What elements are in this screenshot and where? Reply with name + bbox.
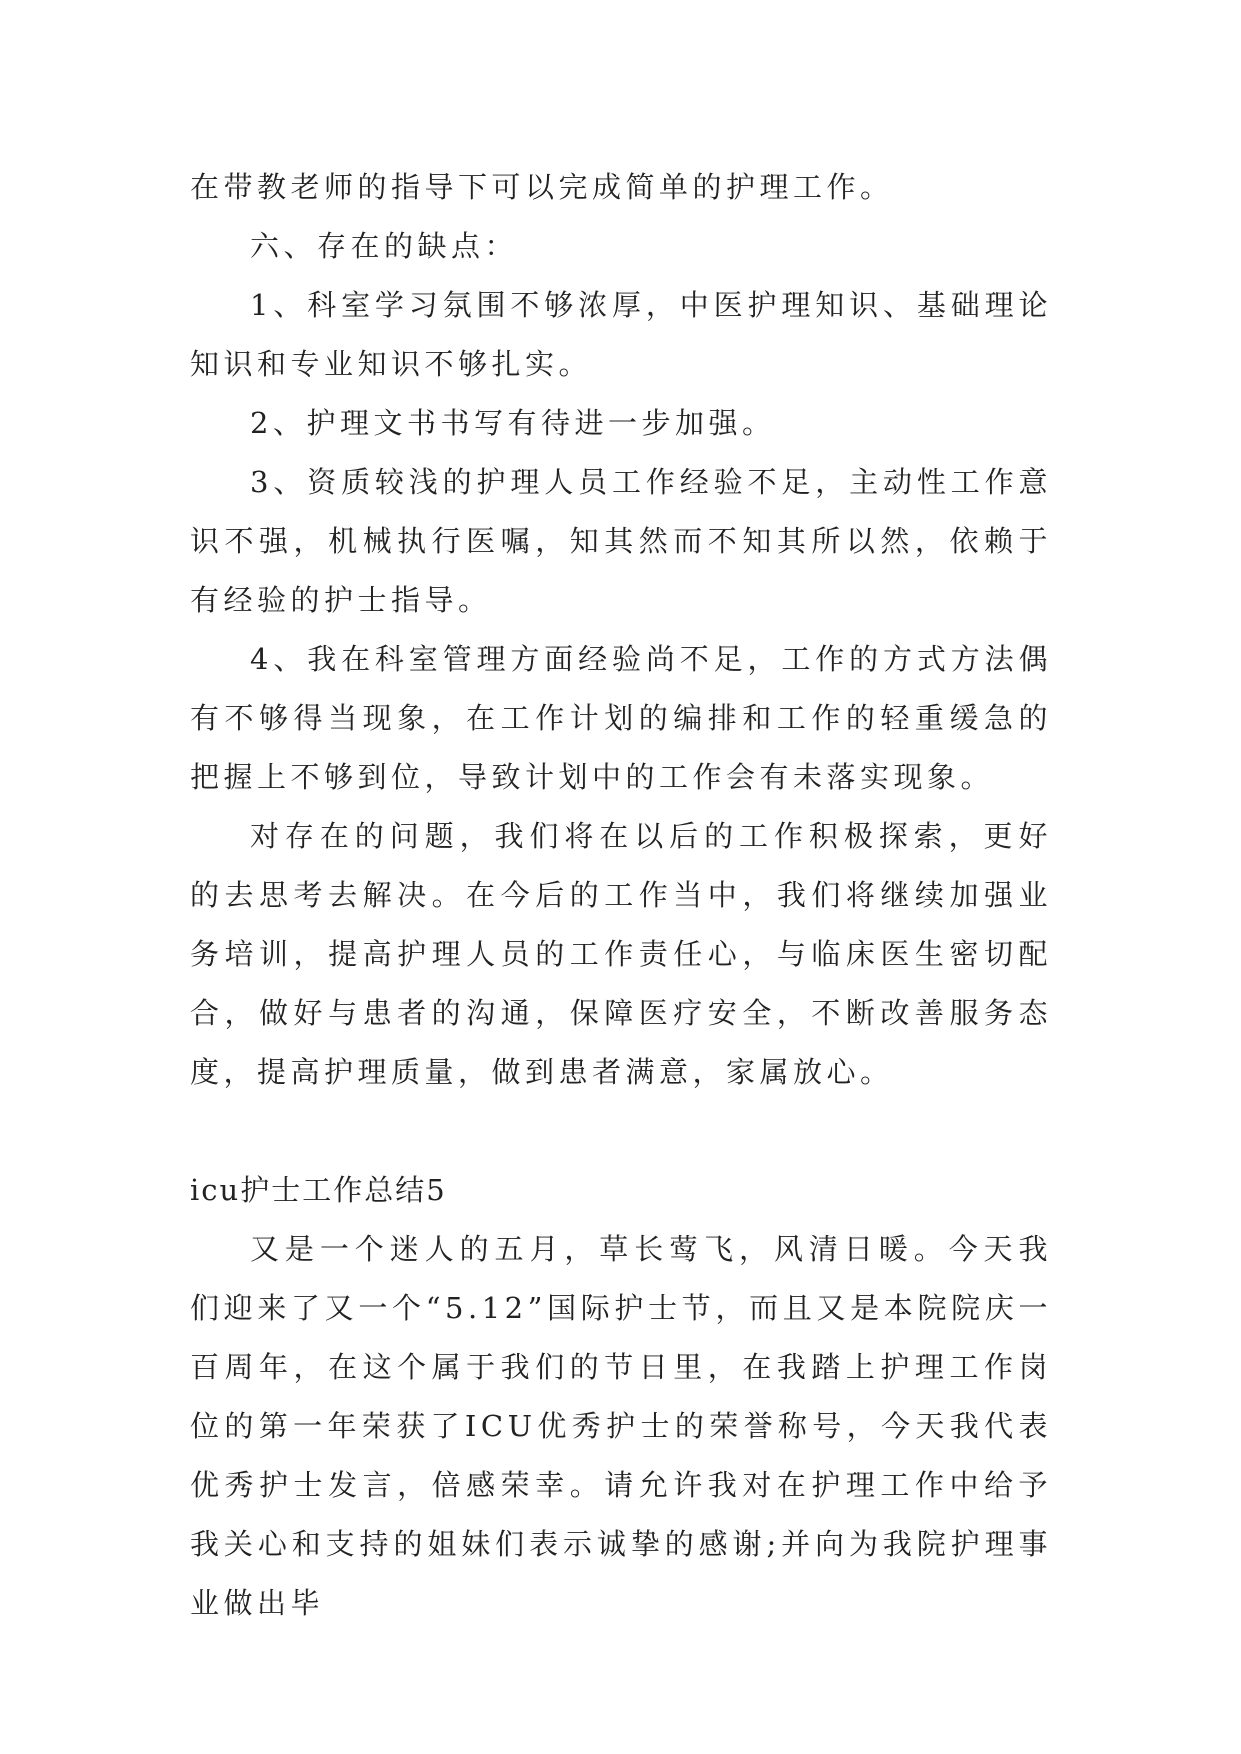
paragraph-section-5-intro: 又是一个迷人的五月，草长莺飞，风清日暖。今天我们迎来了又一个“5.12”国际护士节，而且又是本院院庆一百周年，在这个属于我们的节日里，在我踏上护理工作岗位的第一年荣获了ICU优秀护士的荣誉称号，今天我代表优秀护士发言，倍感荣幸。请允许我对在护理工作中给予我关心和支持的姐妹们表示诚挚的感谢;并向为我院护理事业做出毕 [190,1232,1052,1620]
paragraph-item-4: 4、我在科室管理方面经验尚不足，工作的方式方法偶有不够得当现象，在工作计划的编排和工作的轻重缓急的把握上不够到位，导致计划中的工作会有未落实现象。 [190,642,1052,794]
heading-shortcomings: 六、存在的缺点： [250,229,519,263]
paragraph-conclusion: 对存在的问题，我们将在以后的工作积极探索，更好的去思考去解决。在今后的工作当中，我们将继续加强业务培训，提高护理人员的工作责任心，与临床医生密切配合，做好与患者的沟通，保障医疗安全，不断改善服务态度，提高护理质量，做到患者满意，家属放心。 [190,819,1052,1089]
paragraph-item-3: 3、资质较浅的护理人员工作经验不足，主动性工作意识不强，机械执行医嘱，知其然而不知其所以然，依赖于有经验的护士指导。 [190,465,1052,617]
document-body [190,158,1052,1633]
section-title: icu护士工作总结5 [190,1173,447,1207]
paragraph-item-1: 1、科室学习氛围不够浓厚，中医护理知识、基础理论知识和专业知识不够扎实。 [190,288,1052,381]
paragraph-item-2: 2、护理文书书写有待进一步加强。 [250,406,776,440]
paragraph-continuation: 在带教老师的指导下可以完成简单的护理工作。 [190,170,894,204]
